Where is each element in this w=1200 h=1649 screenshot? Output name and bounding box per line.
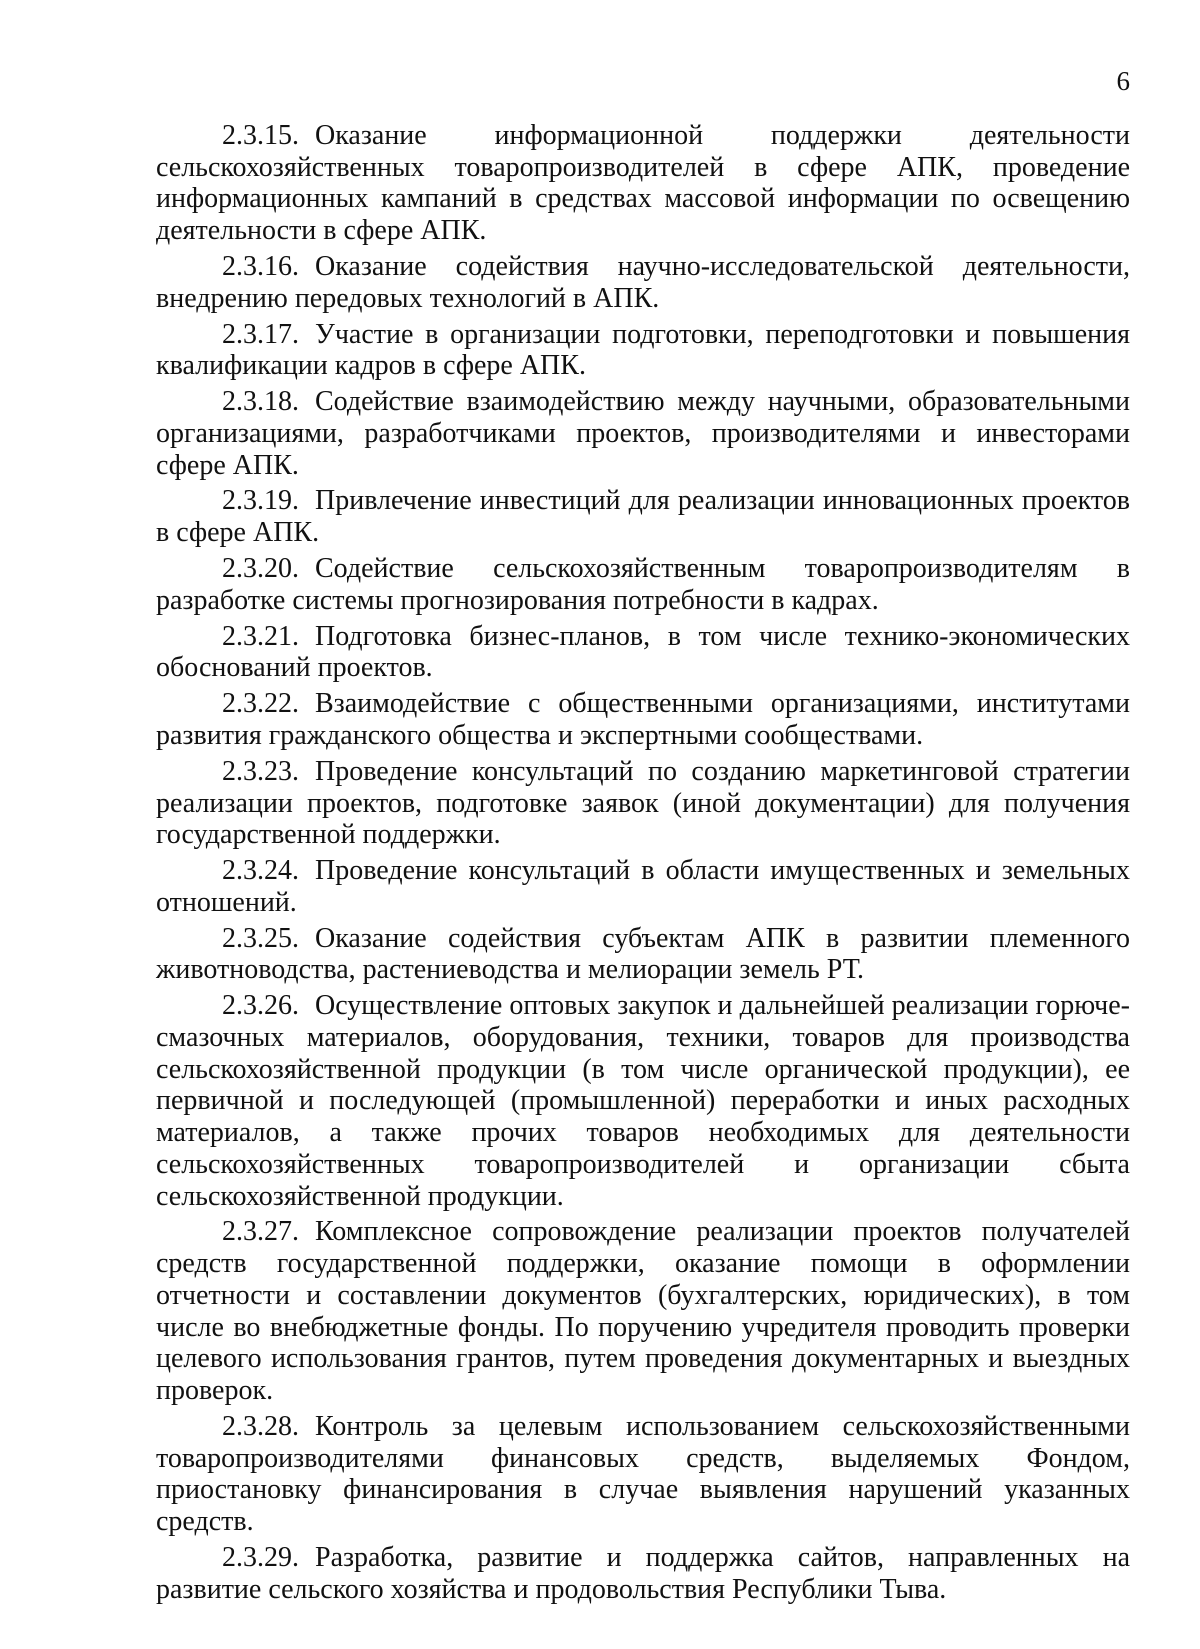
paragraph-2-3-29 [156,1542,1130,1605]
paragraph-2-3-25 [156,923,1130,986]
paragraph-2-3-22 [156,688,1130,751]
paragraph-2-3-20 [156,553,1130,616]
paragraph-number: 2.3.15. [222,120,299,151]
paragraph-text: Участие в организации подготовки, переподготовки и повышения квалификации кадров в сфере АПК. [156,318,1130,382]
paragraph-text: Оказание содействия субъектам АПК в развитии племенного животноводства, растениеводства и мелиорации земель РТ. [156,922,1130,986]
paragraph-number: 2.3.25. [222,922,299,954]
paragraph-number: 2.3.23. [222,755,299,787]
paragraph-text: Контроль за целевым использованием сельскохозяйственными товаропроизводителями финансовых средств, выделяемых Фондом, приостановку финансирования в случае выявления нарушений указанных средств. [156,1410,1130,1537]
paragraph-number: 2.3.19. [222,485,299,517]
paragraph-text: Оказание содействия научно-исследовательской деятельности, внедрению передовых технологий в АПК. [156,251,1130,314]
paragraph-2-3-17 [156,319,1130,382]
paragraph-text: Разработка, развитие и поддержка сайтов, направленных на развитие сельского хозяйства и продовольствия Республики Тыва. [156,1541,1130,1605]
paragraph-2-3-28 [156,1411,1130,1538]
paragraph-number: 2.3.27. [222,1216,299,1248]
paragraph-text: Привлечение инвестиций для реализации инновационных проектов в сфере АПК. [156,485,1130,549]
page-number: 6 [1116,66,1130,96]
paragraph-2-3-19 [156,485,1130,548]
paragraph-number: 2.3.26. [222,990,299,1022]
paragraph-text: Взаимодействие с общественными организациями, институтами развития гражданского общества и экспертными сообществами. [156,688,1130,751]
paragraph-number: 2.3.18. [222,386,299,418]
paragraph-text: Содействие взаимодействию между научными, образовательными организациями, разработчиками проектов, производителями и инвесторами сфере АПК. [156,386,1130,481]
paragraph-text: Проведение консультаций в области имущественных и земельных отношений. [156,855,1130,918]
paragraph-text: Содействие сельскохозяйственным товаропроизводителям в разработке системы прогнозирования потребности в кадрах. [156,553,1130,616]
paragraph-number: 2.3.28. [222,1410,299,1442]
paragraph-number: 2.3.17. [222,318,299,350]
paragraph-2-3-15 [156,120,1130,247]
paragraph-text: Подготовка бизнес-планов, в том числе технико-экономических обоснований проектов. [156,620,1130,684]
paragraph-text: Осуществление оптовых закупок и дальнейшей реализации горюче-смазочных материалов, оборудования, техники, товаров для производства сельскохозяйственной продукции (в том числе органической продукции), ее первичной и последующей (промышленной) переработки и иных расходных материалов, а также прочих товаров необходимых для деятельности сельскохозяйственных товаропроизводителей и организации сбыта сельскохозяйственной продукции. [156,990,1130,1212]
paragraph-2-3-23 [156,756,1130,851]
paragraph-number: 2.3.16. [222,251,299,282]
paragraph-text: Проведение консультаций по созданию маркетинговой стратегии реализации проектов, подготовке заявок (иной документации) для получения государственной поддержки. [156,755,1130,851]
paragraph-text: Комплексное сопровождение реализации проектов получателей средств государственной поддержки, оказание помощи в оформлении отчетности и составлении документов (бухгалтерских, юридических), в том числе во внебюджетные фонды. По поручению учредителя проводить проверки целевого использования грантов, путем проведения документарных и выездных проверок. [156,1216,1130,1406]
paragraph-2-3-24 [156,855,1130,918]
paragraph-number: 2.3.21. [222,620,299,652]
paragraph-2-3-18 [156,386,1130,481]
paragraph-number: 2.3.29. [222,1541,299,1573]
paragraph-2-3-27 [156,1216,1130,1406]
paragraph-2-3-21 [156,621,1130,684]
paragraph-number: 2.3.20. [222,553,299,585]
paragraph-2-3-26 [156,990,1130,1212]
paragraph-2-3-16 [156,251,1130,314]
document-body [156,120,1130,1609]
paragraph-number: 2.3.22. [222,688,299,720]
paragraph-text: Оказание информационной поддержки деятельности сельскохозяйственных товаропроизводителей в сфере АПК, проведение информационных кампаний в средствах массовой информации по освещению деятельности в сфере АПК. [156,120,1130,247]
paragraph-number: 2.3.24. [222,855,299,887]
